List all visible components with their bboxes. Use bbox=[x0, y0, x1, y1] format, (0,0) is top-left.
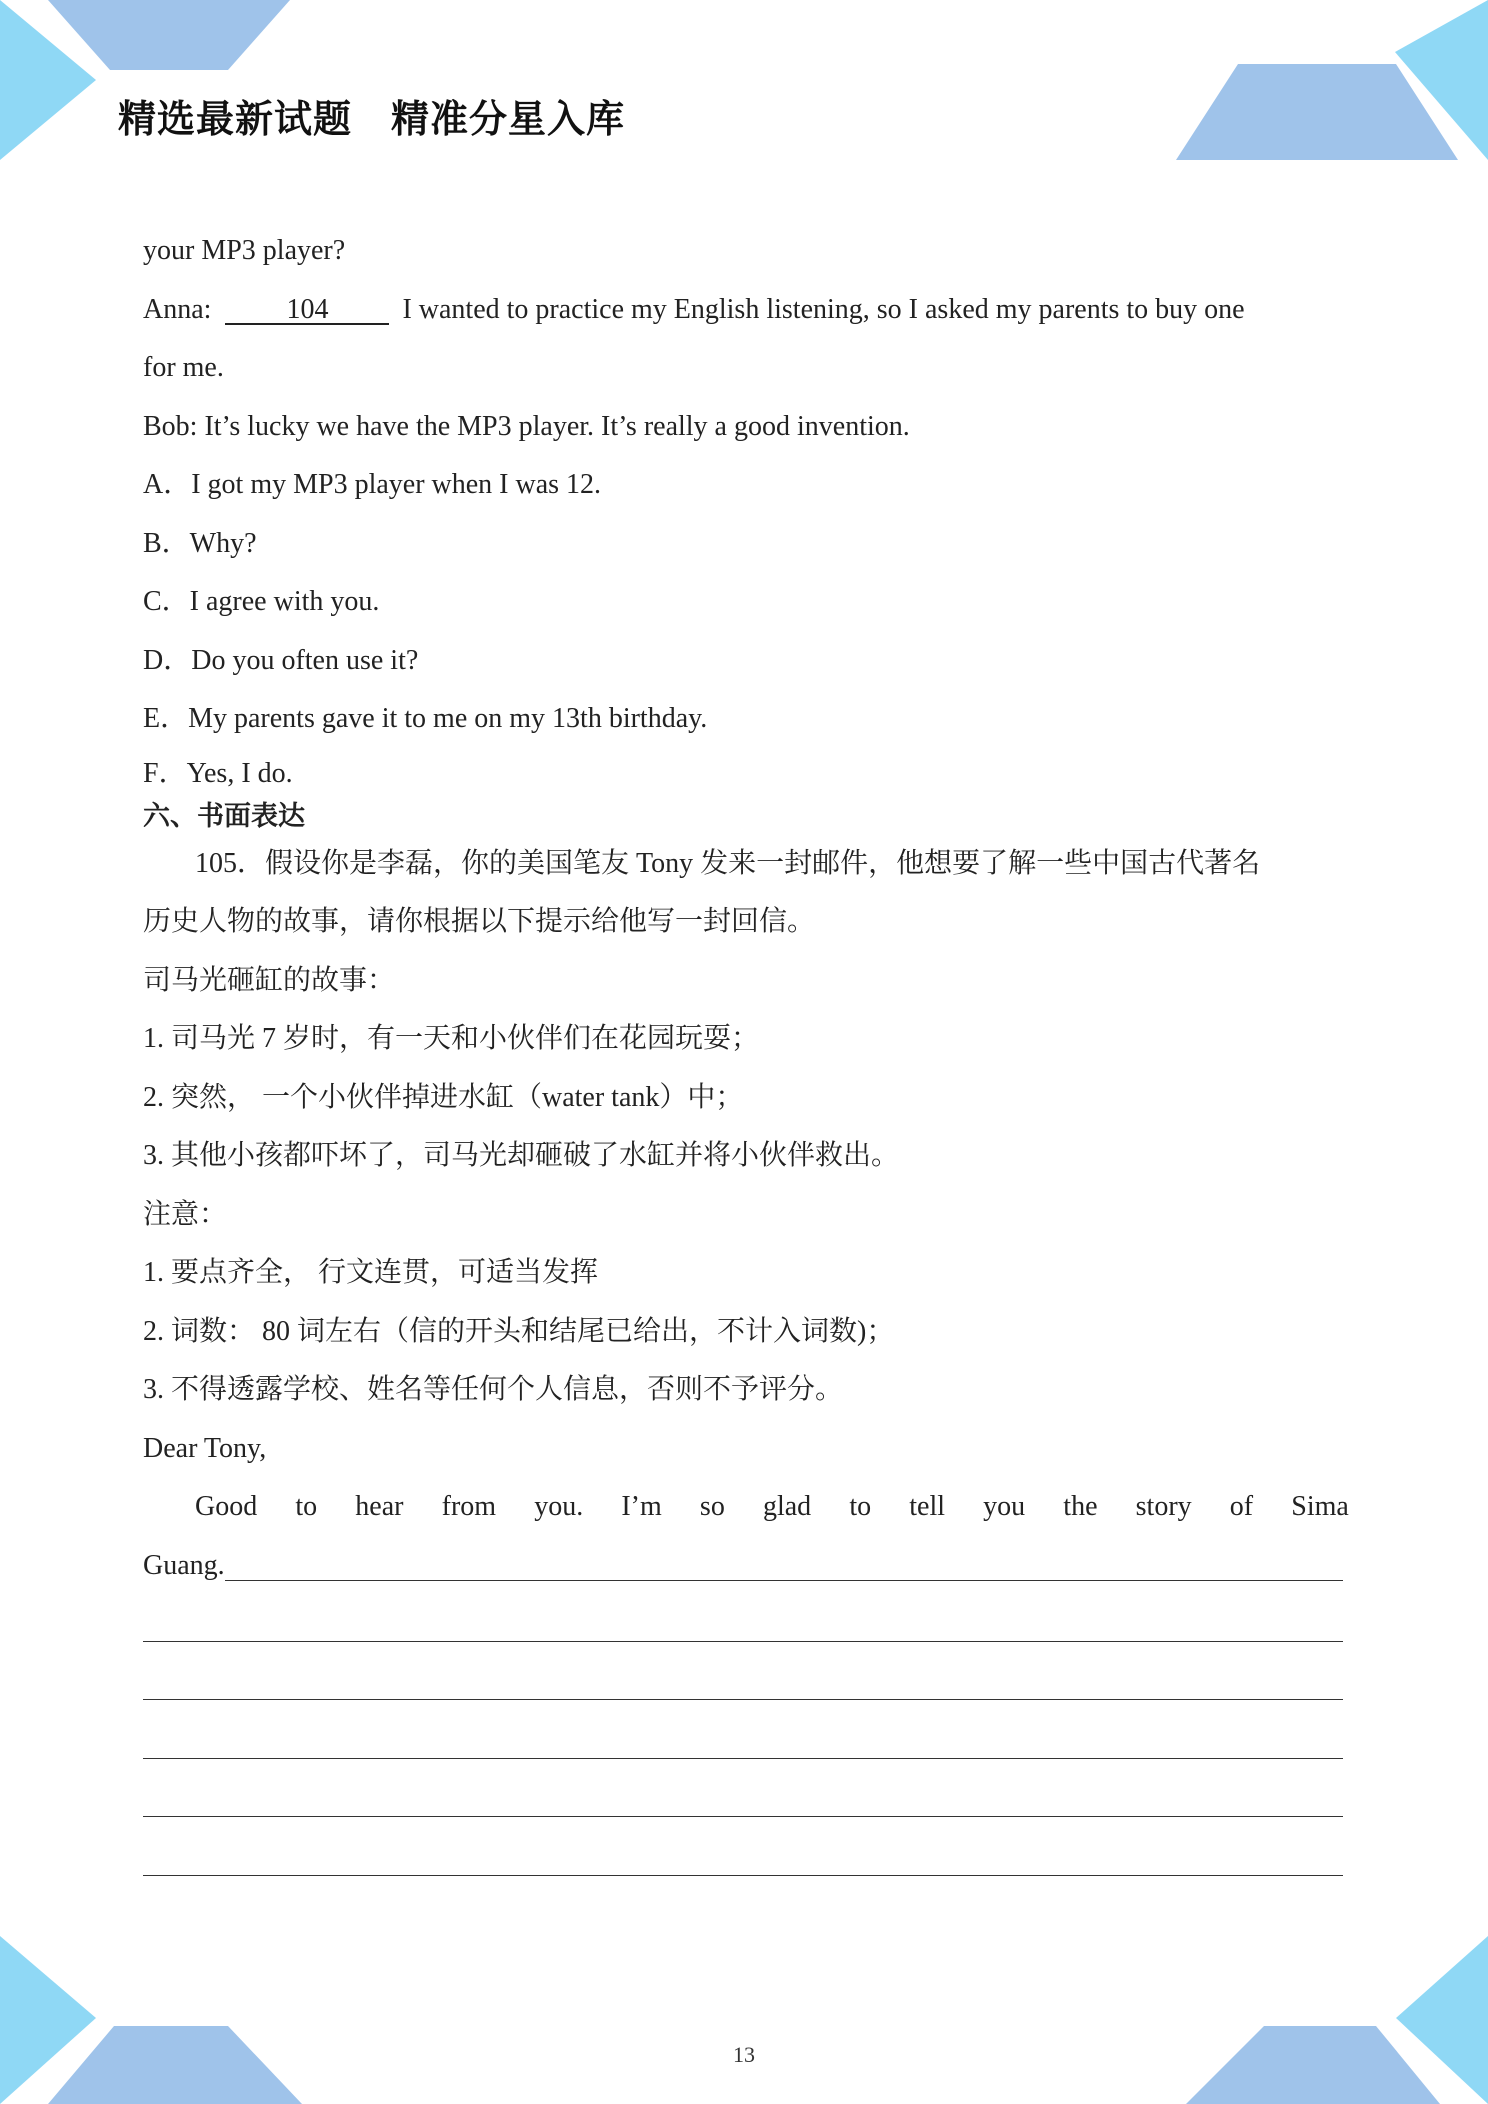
story-title: 司马光砸缸的故事： bbox=[143, 964, 396, 996]
writing-line-5 bbox=[143, 1771, 1349, 1830]
answer-blank-104: 104 bbox=[225, 297, 389, 325]
anna-prefix: Anna: bbox=[143, 293, 212, 325]
opening-word: you bbox=[983, 1491, 1026, 1522]
header-title: 精选最新试题 精准分星入库 bbox=[118, 97, 626, 141]
page-content bbox=[143, 222, 1349, 1888]
writing-line-4 bbox=[143, 1712, 1349, 1771]
opening-word: hear bbox=[355, 1491, 404, 1522]
writing-line-2 bbox=[143, 1595, 1349, 1654]
opening-word: you. bbox=[534, 1491, 584, 1522]
option-c: C．I agree with you. bbox=[143, 586, 380, 617]
option-b: B．Why? bbox=[143, 527, 257, 559]
anna-rest: I wanted to practice my English listening, so I asked my parents to buy one bbox=[402, 293, 1245, 325]
opening-word: Good bbox=[195, 1491, 258, 1522]
opening-word: from bbox=[441, 1491, 497, 1522]
letter-continuation: Guang. bbox=[143, 1549, 225, 1581]
writing-line-6 bbox=[143, 1829, 1349, 1888]
top-right-dark-trapezoid bbox=[1176, 64, 1458, 160]
option-e: E．My parents gave it to me on my 13th birthday. bbox=[143, 703, 708, 734]
opening-word: glad bbox=[762, 1491, 812, 1522]
anna-line bbox=[143, 281, 1349, 340]
opening-word: tell bbox=[909, 1491, 946, 1522]
opening-word: story bbox=[1135, 1491, 1192, 1522]
opening-word: the bbox=[1063, 1491, 1098, 1522]
opening-word: to bbox=[849, 1491, 872, 1522]
writing-line-3 bbox=[143, 1654, 1349, 1713]
dialogue-line: your MP3 player? bbox=[143, 235, 346, 266]
option-a: A．I got my MP3 player when I was 12. bbox=[143, 469, 602, 500]
top-left-dark-trapezoid bbox=[48, 0, 290, 70]
bob-line: Bob: It’s lucky we have the MP3 player. It’s really a good invention. bbox=[143, 410, 910, 442]
story-point-3: 3. 其他小孩都吓坏了，司马光却砸破了水缸并将小伙伴救出。 bbox=[143, 1140, 900, 1171]
opening-word: of bbox=[1229, 1491, 1254, 1522]
task-line-1: 105．假设你是李磊，你的美国笔友 Tony 发来一封邮件，他想要了解一些中国古代著名 bbox=[195, 847, 1261, 879]
notes-title: 注意： bbox=[143, 1198, 228, 1230]
story-point-1: 1. 司马光 7 岁时，有一天和小伙伴们在花园玩耍； bbox=[143, 1023, 760, 1054]
opening-word: Sima bbox=[1291, 1491, 1349, 1522]
opening-word: so bbox=[699, 1491, 725, 1522]
anna-continuation: for me. bbox=[143, 352, 224, 383]
story-point-2: 2. 突然， 一个小伙伴掉进水缸（water tank）中； bbox=[143, 1081, 744, 1113]
option-f: F．Yes, I do. bbox=[143, 757, 293, 789]
task-line-2: 历史人物的故事，请你根据以下提示给他写一封回信。 bbox=[143, 906, 816, 937]
page-number: 13 bbox=[733, 2042, 755, 2067]
section-heading: 六、书面表达 bbox=[143, 800, 305, 832]
option-d: D．Do you often use it? bbox=[143, 644, 419, 676]
note-3: 3. 不得透露学校、姓名等任何个人信息，否则不予评分。 bbox=[143, 1374, 844, 1405]
opening-word: to bbox=[295, 1491, 318, 1522]
writing-rule bbox=[225, 1580, 1343, 1581]
opening-word: I’m bbox=[621, 1491, 662, 1522]
note-1: 1. 要点齐全， 行文连贯，可适当发挥 bbox=[143, 1257, 599, 1288]
letter-salutation: Dear Tony, bbox=[143, 1432, 267, 1464]
letter-opening bbox=[143, 1478, 1349, 1537]
writing-line-1 bbox=[143, 1537, 1349, 1596]
note-2: 2. 词数： 80 词左右（信的开头和结尾已给出，不计入词数)； bbox=[143, 1315, 895, 1347]
